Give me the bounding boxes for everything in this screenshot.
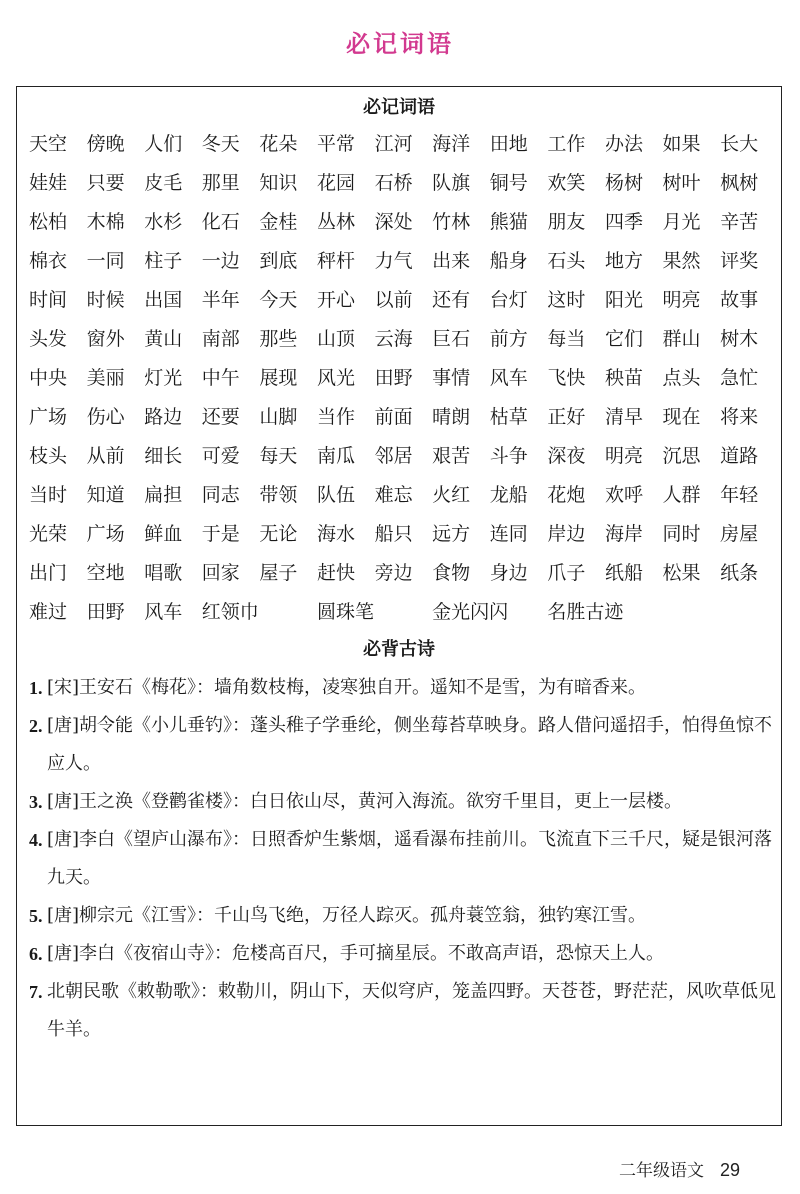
vocab-word: 出门 [29,562,68,584]
vocab-word: 南部 [201,328,240,350]
vocab-word: 斗争 [489,445,528,467]
vocab-word: 窗外 [86,328,125,350]
vocab-word: 空地 [86,562,125,584]
vocab-word: 力气 [374,250,413,272]
vocab-word: 石头 [547,250,586,272]
vocab-word: 这时 [547,289,586,311]
poem-number: 5. [29,906,43,926]
vocab-word: 纸条 [720,562,759,584]
poem-number: 7. [29,982,43,1002]
vocab-word: 岸边 [547,523,586,545]
vocab-word: 欢笑 [547,172,586,194]
vocab-word: 如果 [662,133,701,155]
vocab-word: 每当 [547,328,586,350]
vocab-word: 房屋 [720,523,759,545]
vocab-word: 四季 [604,211,643,233]
vocab-word: 人群 [662,484,701,506]
vocab-word: 光荣 [29,523,68,545]
vocab-word: 知道 [86,484,125,506]
vocab-word: 人们 [144,133,183,155]
poem-number: 4. [29,830,43,850]
vocab-word: 巨石 [432,328,471,350]
vocab-word: 花园 [316,172,355,194]
vocab-word: 扁担 [144,484,183,506]
vocab-word: 鲜血 [144,523,183,545]
vocab-word: 傍晚 [86,133,125,155]
vocab-word: 山脚 [259,406,298,428]
poem-item [29,973,777,1049]
vocab-word: 工作 [547,133,586,155]
vocab-word: 纸船 [604,562,643,584]
vocab-word: 还有 [432,289,471,311]
vocab-word: 广场 [86,523,125,545]
vocab-word: 黄山 [144,328,183,350]
vocab-word: 枯草 [489,406,528,428]
poem-number: 1. [29,678,43,698]
vocab-word: 还要 [201,406,240,428]
poem-text: 北朝民歌《敕勒歌》：敕勒川，阴山下，天似穹庐，笼盖四野。天苍苍，野茫茫，风吹草低见牛羊。 [47,981,776,1040]
vocab-word: 辛苦 [720,211,759,233]
vocab-word: 木棉 [86,211,125,233]
page-number: 29 [719,1160,740,1180]
vocab-word: 现在 [662,406,701,428]
vocab-word: 欢呼 [604,484,643,506]
vocab-word: 化石 [201,211,240,233]
vocab-word: 平常 [316,133,355,155]
poem-text: [唐]胡令能《小儿垂钓》：蓬头稚子学垂纶，侧坐莓苔草映身。路人借问遥招手，怕得鱼惊不应人。 [47,715,773,774]
vocab-word: 田地 [489,133,528,155]
vocab-word: 半年 [201,289,240,311]
vocab-word: 中央 [29,367,68,389]
vocab-word: 金桂 [259,211,298,233]
vocab-word: 中午 [201,367,240,389]
vocab-word: 开心 [316,289,355,311]
vocab-word: 一边 [201,250,240,272]
vocab-word: 朋友 [547,211,586,233]
vocab-word: 风光 [316,367,355,389]
vocab-word: 树木 [720,328,759,350]
vocab-word: 唱歌 [144,562,183,584]
poem-item [29,783,777,821]
vocab-word: 今天 [259,289,298,311]
vocab-word: 身边 [489,562,528,584]
vocab-word: 天空 [29,133,68,155]
vocab-word: 回家 [201,562,240,584]
vocab-word: 无论 [259,523,298,545]
vocab-word: 远方 [432,523,471,545]
vocab-word: 群山 [662,328,701,350]
vocab-word: 屋子 [259,562,298,584]
poem-text: [宋]王安石《梅花》：墙角数枝梅，凌寒独自开。遥知不是雪，为有暗香来。 [47,677,647,698]
vocab-word: 熊猫 [489,211,528,233]
vocab-word: 枫树 [720,172,759,194]
vocab-word: 艰苦 [432,445,471,467]
vocab-word: 清早 [604,406,643,428]
vocab-word: 难忘 [374,484,413,506]
vocab-word: 石桥 [374,172,413,194]
poem-text: [唐]柳宗元《江雪》：千山鸟飞绝，万径人踪灭。孤舟蓑笠翁，独钓寒江雪。 [47,905,647,926]
vocab-word: 难过 [29,601,68,623]
vocab-word: 花朵 [259,133,298,155]
vocab-word: 金光闪闪 [432,601,509,623]
vocab-word: 以前 [374,289,413,311]
vocab-word: 沉思 [662,445,701,467]
vocab-word: 同志 [201,484,240,506]
vocab-word: 长大 [720,133,759,155]
poem-item [29,935,777,973]
vocab-word: 松柏 [29,211,68,233]
vocab-word: 年轻 [720,484,759,506]
vocab-word: 山顶 [316,328,355,350]
vocab-word: 柱子 [144,250,183,272]
poem-item [29,707,777,783]
vocab-word: 正好 [547,406,586,428]
vocab-word: 广场 [29,406,68,428]
vocab-word: 一同 [86,250,125,272]
poem-item [29,821,777,897]
vocab-word: 食物 [432,562,471,584]
vocab-word: 每天 [259,445,298,467]
vocab-word: 美丽 [86,367,125,389]
vocab-word: 圆珠笔 [316,601,374,623]
content-box [16,86,782,1126]
vocab-word: 名胜古迹 [547,601,624,623]
vocab-section-title: 必记词语 [363,97,435,118]
vocab-word: 那些 [259,328,298,350]
vocab-word: 到底 [259,250,298,272]
vocab-word: 只要 [86,172,125,194]
vocab-word: 当时 [29,484,68,506]
vocab-word: 地方 [604,250,643,272]
vocab-word: 风车 [489,367,528,389]
vocab-word: 伤心 [86,406,125,428]
vocab-word: 细长 [144,445,183,467]
vocab-word: 海岸 [604,523,643,545]
vocab-word: 道路 [720,445,759,467]
vocab-word: 云海 [374,328,413,350]
vocab-word: 事情 [432,367,471,389]
vocab-word: 龙船 [489,484,528,506]
poem-item [29,897,777,935]
vocab-word: 连同 [489,523,528,545]
vocab-word: 队旗 [432,172,471,194]
vocab-word: 棉衣 [29,250,68,272]
vocab-word: 船身 [489,250,528,272]
vocab-word: 晴朗 [432,406,471,428]
vocab-word: 皮毛 [144,172,183,194]
vocab-word: 丛林 [316,211,355,233]
vocab-word: 田野 [374,367,413,389]
vocab-word: 将来 [720,406,759,428]
page-title: 必记词语 [346,29,454,58]
vocab-word: 爪子 [547,562,586,584]
poem-text: [唐]王之涣《登鹳雀楼》：白日依山尽，黄河入海流。欲穷千里目，更上一层楼。 [47,791,683,812]
vocab-word: 带领 [259,484,298,506]
vocab-word: 花炮 [547,484,586,506]
footer-subject: 二年级语文 [618,1161,704,1181]
vocab-word: 秤杆 [316,250,355,272]
vocab-word: 南瓜 [316,445,355,467]
vocab-word: 前方 [489,328,528,350]
vocab-word: 松果 [662,562,701,584]
vocab-word: 船只 [374,523,413,545]
vocab-word: 于是 [201,523,240,545]
vocab-word: 江河 [374,133,413,155]
vocab-word: 赶快 [316,562,355,584]
vocab-word: 台灯 [489,289,528,311]
vocab-word: 邻居 [374,445,413,467]
vocab-word: 知识 [259,172,298,194]
vocab-word: 红领巾 [201,601,259,623]
vocab-word: 前面 [374,406,413,428]
vocab-word: 明亮 [662,289,701,311]
vocab-grid [29,125,781,632]
vocab-word: 月光 [662,211,701,233]
vocab-word: 阳光 [604,289,643,311]
poem-item [29,669,777,707]
vocab-word: 飞快 [547,367,586,389]
vocab-word: 头发 [29,328,68,350]
vocab-word: 时候 [86,289,125,311]
vocab-word: 田野 [86,601,125,623]
vocab-word: 竹林 [432,211,471,233]
vocab-word: 办法 [604,133,643,155]
vocab-word: 队伍 [316,484,355,506]
vocab-word: 铜号 [489,172,528,194]
vocab-word: 时间 [29,289,68,311]
vocab-word: 水杉 [144,211,183,233]
page-footer [619,1156,740,1181]
vocab-word: 评奖 [720,250,759,272]
vocab-word: 明亮 [604,445,643,467]
vocab-word: 娃娃 [29,172,68,194]
vocab-word: 风车 [144,601,183,623]
vocab-word: 急忙 [720,367,759,389]
vocab-word: 枝头 [29,445,68,467]
vocab-word: 果然 [662,250,701,272]
poem-number: 3. [29,792,43,812]
vocab-word: 海水 [316,523,355,545]
vocab-word: 深处 [374,211,413,233]
vocab-word: 灯光 [144,367,183,389]
poem-text: [唐]李白《望庐山瀑布》：日照香炉生紫烟，遥看瀑布挂前川。飞流直下三千尺，疑是银河落九天。 [47,829,773,888]
vocab-word: 从前 [86,445,125,467]
poem-number: 2. [29,716,43,736]
vocab-word: 冬天 [201,133,240,155]
vocab-word: 点头 [662,367,701,389]
vocab-word: 当作 [316,406,355,428]
vocab-word: 那里 [201,172,240,194]
vocab-word: 海洋 [432,133,471,155]
vocab-word: 旁边 [374,562,413,584]
poem-number: 6. [29,944,43,964]
vocab-word: 故事 [720,289,759,311]
vocab-word: 同时 [662,523,701,545]
vocab-word: 出来 [432,250,471,272]
vocab-word: 树叶 [662,172,701,194]
vocab-word: 深夜 [547,445,586,467]
vocab-word: 路边 [144,406,183,428]
vocab-word: 出国 [144,289,183,311]
vocab-word: 秧苗 [604,367,643,389]
vocab-word: 可爱 [201,445,240,467]
vocab-word: 杨树 [604,172,643,194]
vocab-word: 展现 [259,367,298,389]
vocab-word: 它们 [604,328,643,350]
poems-list [29,669,777,1049]
poem-text: [唐]李白《夜宿山寺》：危楼高百尺，手可摘星辰。不敢高声语，恐惊天上人。 [47,943,665,964]
vocab-word: 火红 [432,484,471,506]
poems-section-title: 必背古诗 [363,639,435,660]
